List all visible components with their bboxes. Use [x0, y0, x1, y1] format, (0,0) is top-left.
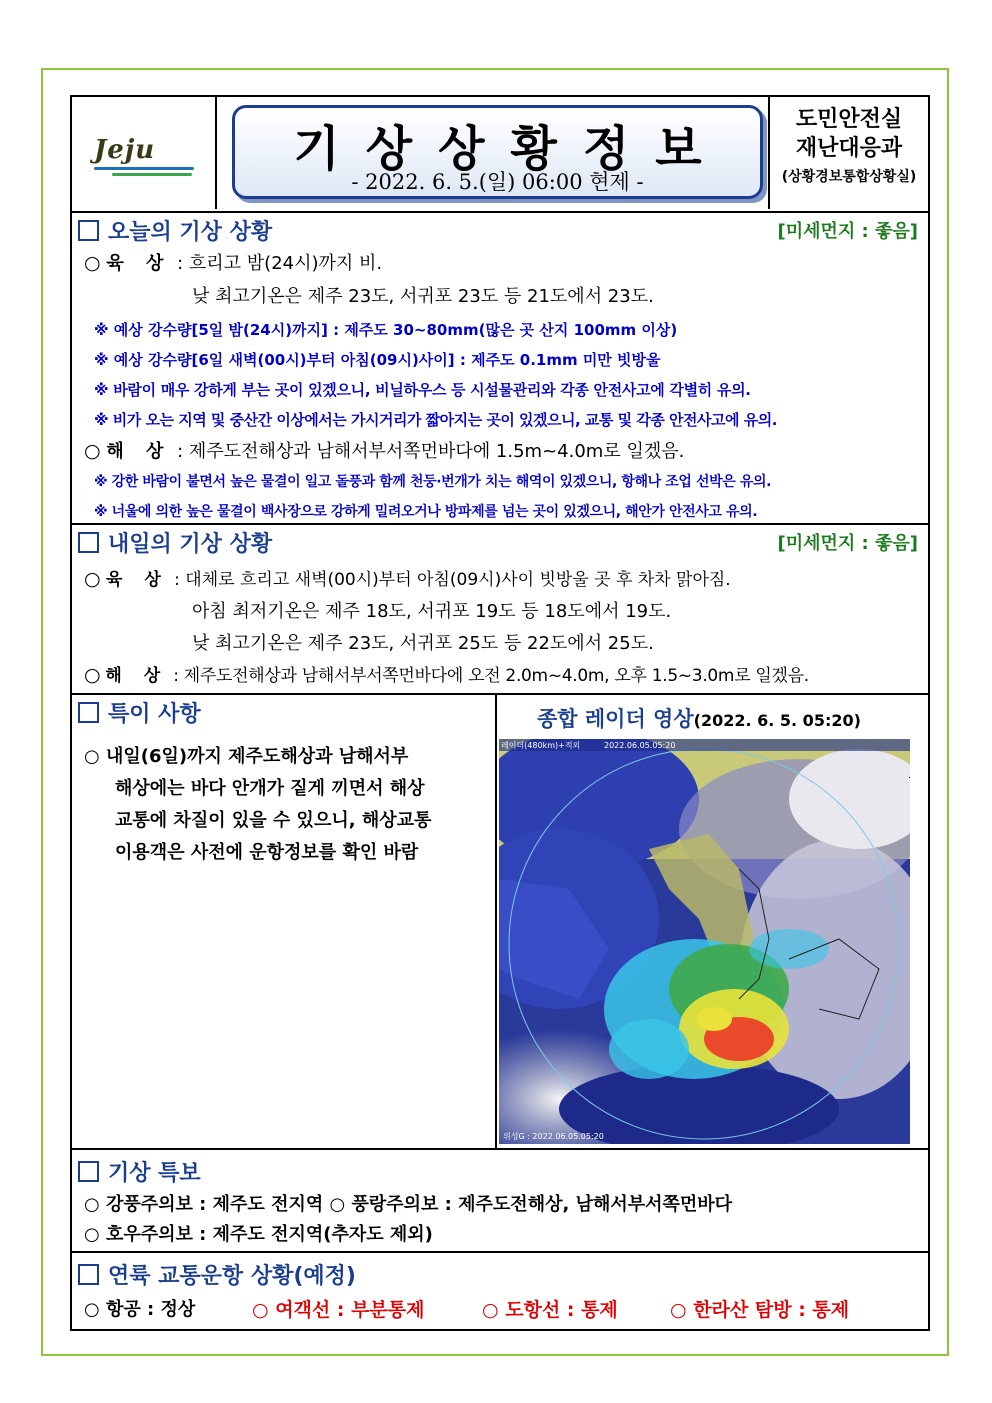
logo-swoosh-green: [112, 173, 192, 176]
tomorrow-title: 내일의 기상 상황: [78, 527, 272, 558]
special-line-4: 이용객은 사전에 운항정보를 확인 바람: [115, 842, 419, 863]
special-notes: [72, 695, 495, 863]
page-title: 기상상황정보: [293, 121, 728, 177]
warnings-line-2: ○ 호우주의보 : 제주도 전지역(추자도 제외): [84, 1224, 433, 1245]
today-sea-label: 해 상: [106, 441, 172, 462]
special-radar-section: [72, 695, 928, 1150]
special-line-1: ○ 내일(6일)까지 제주도해상과 남해서부: [84, 746, 409, 767]
report-datetime: - 2022. 6. 5.(일) 06:00 현제 -: [351, 170, 644, 194]
logo-text: Jeju: [94, 135, 156, 165]
today-dust-status: [미세먼지 : 좋음]: [777, 221, 918, 242]
tomorrow-land-text: : 대체로 흐리고 새벽(00시)부터 아침(09시)사이 빗방울 곳 후 차차 맑아짐.: [174, 570, 731, 590]
checkbox-square-icon: [78, 1264, 99, 1285]
radar-img-label: 레이더(480km)+적외: [501, 741, 581, 750]
today-sea-text: : 제주도전해상과 남해서부서쪽먼바다에 1.5m~4.0m로 일겠음.: [177, 441, 685, 462]
radar-img-footer: 위성G : 2022.06.05.05:20: [503, 1132, 604, 1141]
checkbox-square-icon: [78, 220, 99, 241]
today-land-label: 육 상: [106, 253, 172, 274]
special-line-3: 교통에 차질이 있을 수 있으니, 해상교통: [115, 810, 432, 831]
tomorrow-max-temp: 낮 최고기온은 제주 23도, 서귀포 25도 등 22도에서 25도.: [192, 633, 654, 654]
special-line-2: 해상에는 바다 안개가 짙게 끼면서 해상: [115, 778, 425, 799]
tomorrow-section: [72, 525, 928, 695]
warnings-line-1: ○ 강풍주의보 : 제주도 전지역 ○ 풍랑주의보 : 제주도전해상, 남해서부서쪽먼바다: [84, 1194, 733, 1215]
checkbox-square-icon: [78, 1161, 99, 1182]
tomorrow-sea-row: [84, 661, 809, 686]
special-title: 특이 사항: [78, 697, 201, 728]
traffic-ferry: ○ 여객선 : 부분통제: [252, 1299, 425, 1321]
department-box: [768, 97, 928, 209]
warnings-title: 기상 특보: [78, 1156, 201, 1187]
radar-title: 종합 레이더 영상(2022. 6. 5. 05:20): [537, 707, 861, 731]
today-note-3: ※ 바람이 매우 강하게 부는 곳이 있겠으니, 비닐하우스 등 시설물관리와 각종 안전사고에 각별히 유의.: [94, 381, 751, 399]
circle-bullet-icon: ○: [84, 252, 101, 274]
circle-bullet-icon: ○: [84, 664, 101, 686]
traffic-hallasan: ○ 한라산 탐방 : 통제: [670, 1299, 850, 1321]
weather-report: [70, 95, 930, 1331]
today-sea-note-2: ※ 너울에 의한 높은 물결이 백사장으로 강하게 밀려오거나 방파제를 넘는 곳이 있겠으니, 해안가 안전사고 유의.: [94, 504, 758, 520]
today-note-2: ※ 예상 강수량[6일 새벽(00시)부터 아침(09시)사이] : 제주도 0.1mm 미만 빗방울: [94, 351, 661, 369]
tomorrow-min-temp: 아침 최저기온은 제주 18도, 서귀포 19도 등 18도에서 19도.: [192, 601, 672, 622]
tomorrow-land-row: [84, 565, 731, 590]
special-text: [84, 741, 431, 869]
checkbox-square-icon: [78, 532, 99, 553]
tomorrow-dust-status: [미세먼지 : 좋음]: [777, 533, 918, 554]
today-note-4: ※ 비가 오는 지역 및 중산간 이상에서는 가시거리가 짧아지는 곳이 있겠으니, 교통 및 각종 안전사고에 유의.: [94, 411, 777, 429]
today-sea-note-1: ※ 강한 바람이 불면서 높은 물결이 일고 돌풍과 함께 천둥·번개가 치는 해역이 있겠으니, 항해나 조업 선박은 유의.: [94, 474, 772, 490]
today-land-text: : 흐리고 밤(24시)까지 비.: [177, 253, 383, 274]
traffic-section: [72, 1253, 928, 1329]
circle-bullet-icon: ○: [84, 440, 101, 462]
dept-line1: 도민안전실: [795, 107, 903, 132]
today-section: [72, 213, 928, 525]
radar-satellite-image: [499, 739, 910, 1144]
title-banner: [232, 105, 763, 199]
dept-line2: 재난대응과: [795, 136, 903, 161]
radar-img-time: 2022.06.05.05:20: [604, 741, 676, 750]
jeju-logo: [72, 97, 217, 209]
circle-bullet-icon: ○: [84, 568, 101, 590]
dept-line3: (상황경보통합상황실): [781, 169, 917, 185]
today-sea-row: [84, 437, 684, 463]
tomorrow-sea-label: 해 상: [105, 666, 169, 686]
today-land-temp: 낮 최고기온은 제주 23도, 서귀포 23도 등 21도에서 23도.: [192, 286, 654, 307]
traffic-air: ○ 항공 : 정상: [84, 1299, 196, 1320]
today-land-row: [84, 249, 382, 275]
today-title: 오늘의 기상 상황: [78, 215, 272, 246]
traffic-island-ferry: ○ 도항선 : 통제: [482, 1299, 618, 1321]
report-header: [72, 97, 928, 213]
today-note-1: ※ 예상 강수량[5일 밤(24시)까지] : 제주도 30~80mm(많은 곳 산지 100mm 이상): [94, 321, 678, 339]
tomorrow-land-label: 육 상: [106, 570, 169, 590]
tomorrow-sea-text: : 제주도전해상과 남해서부서쪽먼바다에 오전 2.0m~4.0m, 오후 1.5~3.0m로 일겠음.: [173, 666, 809, 686]
traffic-title: 연륙 교통운항 상황(예정): [78, 1259, 356, 1290]
checkbox-square-icon: [78, 702, 99, 723]
logo-swoosh-blue: [94, 167, 194, 170]
warnings-section: [72, 1150, 928, 1253]
radar-panel: [495, 695, 928, 1148]
